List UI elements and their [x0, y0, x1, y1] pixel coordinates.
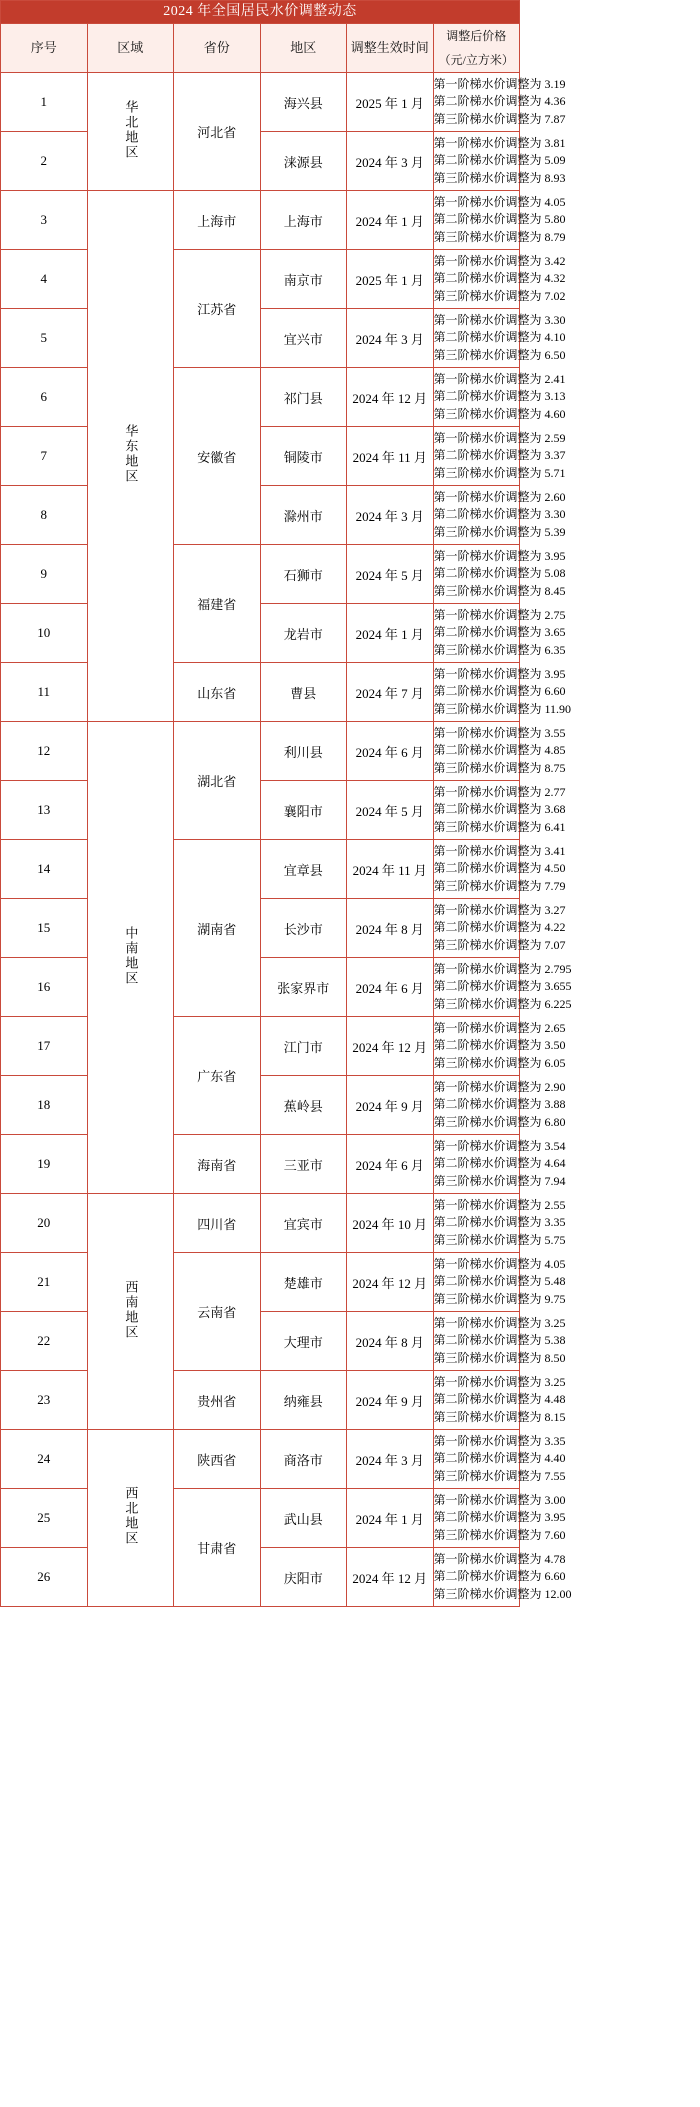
cell-date: 2024 年 10 月 [347, 1194, 434, 1253]
price-line: 第一阶梯水价调整为 3.41 [433, 843, 566, 858]
price-line: 第三阶梯水价调整为 8.75 [433, 760, 566, 775]
table-row [1, 1194, 520, 1253]
cell-date: 2024 年 7 月 [347, 663, 434, 722]
price-line: 第一阶梯水价调整为 3.19 [433, 76, 566, 91]
price-lines [433, 312, 566, 364]
price-line: 第二阶梯水价调整为 5.48 [433, 1274, 566, 1289]
price-line: 第一阶梯水价调整为 4.78 [433, 1551, 566, 1566]
cell-date: 2024 年 3 月 [347, 1430, 434, 1489]
table-row [1, 1371, 520, 1430]
price-line: 第三阶梯水价调整为 5.75 [433, 1232, 566, 1247]
price-line: 第二阶梯水价调整为 4.22 [433, 920, 566, 935]
cell-price [433, 1430, 566, 1489]
cell-price [433, 840, 566, 899]
cell-city: 江门市 [260, 1017, 347, 1076]
price-line: 第三阶梯水价调整为 7.55 [433, 1468, 566, 1483]
cell-seq: 25 [1, 1489, 88, 1548]
cell-date: 2024 年 6 月 [347, 958, 434, 1017]
cell-price [433, 191, 566, 250]
region-label: 华北地区 [123, 99, 139, 160]
table-row [1, 1312, 520, 1371]
table-row [1, 1430, 520, 1489]
cell-seq: 5 [1, 309, 88, 368]
price-line: 第一阶梯水价调整为 2.65 [433, 1020, 566, 1035]
price-line: 第二阶梯水价调整为 5.80 [433, 212, 566, 227]
cell-city: 武山县 [260, 1489, 347, 1548]
cell-price [433, 1076, 566, 1135]
cell-seq: 15 [1, 899, 88, 958]
cell-price [433, 309, 566, 368]
price-lines [433, 961, 572, 1013]
price-line: 第三阶梯水价调整为 6.80 [433, 1114, 566, 1129]
price-line: 第二阶梯水价调整为 4.10 [433, 330, 566, 345]
cell-city: 张家界市 [260, 958, 347, 1017]
table-row [1, 604, 520, 663]
price-line: 第三阶梯水价调整为 4.60 [433, 406, 566, 421]
price-lines [433, 1315, 566, 1367]
cell-price [433, 604, 566, 663]
price-lines [433, 725, 566, 777]
cell-price [433, 486, 566, 545]
cell-province: 山东省 [174, 663, 261, 722]
table-row [1, 722, 520, 781]
price-line: 第二阶梯水价调整为 6.60 [433, 1569, 566, 1584]
table-header-row [1, 24, 520, 73]
cell-province: 安徽省 [174, 368, 261, 545]
cell-price [433, 1017, 566, 1076]
table-row [1, 368, 520, 427]
cell-price [433, 427, 566, 486]
price-lines [433, 1433, 566, 1485]
price-line: 第二阶梯水价调整为 6.60 [433, 684, 566, 699]
table-row [1, 1017, 520, 1076]
price-line: 第一阶梯水价调整为 3.00 [433, 1492, 566, 1507]
price-line: 第三阶梯水价调整为 7.07 [433, 937, 566, 952]
price-line: 第二阶梯水价调整为 4.40 [433, 1451, 566, 1466]
cell-date: 2024 年 1 月 [347, 191, 434, 250]
cell-seq: 7 [1, 427, 88, 486]
cell-date: 2024 年 12 月 [347, 1017, 434, 1076]
cell-seq: 23 [1, 1371, 88, 1430]
table-row [1, 840, 520, 899]
price-line: 第一阶梯水价调整为 3.25 [433, 1315, 566, 1330]
cell-seq: 24 [1, 1430, 88, 1489]
price-line: 第二阶梯水价调整为 3.13 [433, 389, 566, 404]
cell-seq: 2 [1, 132, 88, 191]
cell-city: 三亚市 [260, 1135, 347, 1194]
cell-province: 贵州省 [174, 1371, 261, 1430]
price-line: 第二阶梯水价调整为 5.09 [433, 153, 566, 168]
price-line: 第一阶梯水价调整为 2.59 [433, 430, 566, 445]
price-lines [433, 489, 566, 541]
cell-price [433, 663, 572, 722]
cell-seq: 13 [1, 781, 88, 840]
cell-seq: 22 [1, 1312, 88, 1371]
cell-date: 2024 年 5 月 [347, 781, 434, 840]
cell-city: 石狮市 [260, 545, 347, 604]
price-line: 第二阶梯水价调整为 3.37 [433, 448, 566, 463]
price-lines [433, 607, 566, 659]
price-line: 第二阶梯水价调整为 4.32 [433, 271, 566, 286]
cell-seq: 1 [1, 73, 88, 132]
cell-city: 上海市 [260, 191, 347, 250]
cell-city: 宜章县 [260, 840, 347, 899]
cell-date: 2024 年 12 月 [347, 1548, 434, 1607]
cell-date: 2024 年 8 月 [347, 1312, 434, 1371]
cell-date: 2024 年 9 月 [347, 1371, 434, 1430]
cell-province: 江苏省 [174, 250, 261, 368]
column-header-region: 区域 [87, 24, 174, 73]
price-line: 第三阶梯水价调整为 9.75 [433, 1291, 566, 1306]
cell-city: 利川县 [260, 722, 347, 781]
cell-city: 襄阳市 [260, 781, 347, 840]
cell-province: 湖北省 [174, 722, 261, 840]
price-line: 第三阶梯水价调整为 6.41 [433, 819, 566, 834]
price-line: 第二阶梯水价调整为 3.95 [433, 1510, 566, 1525]
price-line: 第一阶梯水价调整为 3.30 [433, 312, 566, 327]
cell-date: 2024 年 1 月 [347, 1489, 434, 1548]
price-line: 第三阶梯水价调整为 8.15 [433, 1409, 566, 1424]
price-line: 第一阶梯水价调整为 3.95 [433, 666, 566, 681]
cell-date: 2024 年 3 月 [347, 486, 434, 545]
cell-city: 涞源县 [260, 132, 347, 191]
price-line: 第二阶梯水价调整为 3.30 [433, 507, 566, 522]
cell-price [433, 1194, 566, 1253]
cell-city: 楚雄市 [260, 1253, 347, 1312]
price-line: 第一阶梯水价调整为 2.55 [433, 1197, 566, 1212]
cell-price [433, 132, 566, 191]
price-line: 第一阶梯水价调整为 4.05 [433, 1256, 566, 1271]
price-line: 第一阶梯水价调整为 2.41 [433, 371, 566, 386]
cell-region [87, 1194, 174, 1430]
cell-city: 庆阳市 [260, 1548, 347, 1607]
cell-date: 2024 年 11 月 [347, 840, 434, 899]
cell-province: 陕西省 [174, 1430, 261, 1489]
cell-city: 祁门县 [260, 368, 347, 427]
region-label: 中南地区 [123, 925, 139, 986]
cell-seq: 10 [1, 604, 88, 663]
price-line: 第一阶梯水价调整为 2.60 [433, 489, 566, 504]
cell-seq: 20 [1, 1194, 88, 1253]
price-lines [433, 135, 566, 187]
table-row [1, 1076, 520, 1135]
table-row [1, 1489, 520, 1548]
column-header-price: 调整后价格（元/立方米） [433, 24, 520, 73]
table-row [1, 427, 520, 486]
cell-date: 2024 年 12 月 [347, 368, 434, 427]
price-line: 第三阶梯水价调整为 5.71 [433, 465, 566, 480]
price-line: 第二阶梯水价调整为 3.35 [433, 1215, 566, 1230]
price-line: 第三阶梯水价调整为 8.45 [433, 583, 566, 598]
price-line: 第三阶梯水价调整为 11.90 [433, 701, 572, 716]
price-line: 第三阶梯水价调整为 12.00 [433, 1586, 572, 1601]
price-line: 第一阶梯水价调整为 4.05 [433, 194, 566, 209]
table-row [1, 781, 520, 840]
column-header-province: 省份 [174, 24, 261, 73]
table-row [1, 1135, 520, 1194]
price-line: 第三阶梯水价调整为 7.94 [433, 1173, 566, 1188]
cell-date: 2024 年 6 月 [347, 722, 434, 781]
cell-province: 河北省 [174, 73, 261, 191]
cell-city: 铜陵市 [260, 427, 347, 486]
price-lines [433, 1079, 566, 1131]
table-row [1, 132, 520, 191]
table-row [1, 1253, 520, 1312]
cell-province: 福建省 [174, 545, 261, 663]
price-lines [433, 1020, 566, 1072]
table-row [1, 486, 520, 545]
cell-price [433, 1489, 566, 1548]
cell-price [433, 250, 566, 309]
price-line: 第三阶梯水价调整为 8.79 [433, 229, 566, 244]
price-lines [433, 1256, 566, 1308]
price-line: 第二阶梯水价调整为 4.85 [433, 743, 566, 758]
column-header-city: 地区 [260, 24, 347, 73]
cell-province: 云南省 [174, 1253, 261, 1371]
cell-date: 2025 年 1 月 [347, 250, 434, 309]
region-label: 西南地区 [123, 1279, 139, 1340]
price-lines [433, 76, 566, 128]
price-lines [433, 1374, 566, 1426]
price-line: 第三阶梯水价调整为 7.02 [433, 288, 566, 303]
price-line: 第三阶梯水价调整为 7.60 [433, 1527, 566, 1542]
region-label: 华东地区 [123, 424, 139, 484]
table-row [1, 73, 520, 132]
table-row [1, 899, 520, 958]
price-line: 第三阶梯水价调整为 8.50 [433, 1350, 566, 1365]
price-line: 第一阶梯水价调整为 3.42 [433, 253, 566, 268]
cell-region [87, 1430, 174, 1607]
price-lines [433, 430, 566, 482]
table-row [1, 958, 520, 1017]
price-line: 第三阶梯水价调整为 7.79 [433, 878, 566, 893]
price-lines [433, 371, 566, 423]
price-line: 第三阶梯水价调整为 6.225 [433, 996, 572, 1011]
cell-price [433, 781, 566, 840]
table-row [1, 309, 520, 368]
price-line: 第二阶梯水价调整为 3.68 [433, 802, 566, 817]
cell-province: 上海市 [174, 191, 261, 250]
cell-date: 2024 年 5 月 [347, 545, 434, 604]
cell-seq: 11 [1, 663, 88, 722]
cell-seq: 26 [1, 1548, 88, 1607]
price-lines [433, 1492, 566, 1544]
price-line: 第三阶梯水价调整为 5.39 [433, 524, 566, 539]
cell-price [433, 722, 566, 781]
price-line: 第一阶梯水价调整为 3.35 [433, 1433, 566, 1448]
cell-seq: 18 [1, 1076, 88, 1135]
cell-date: 2024 年 8 月 [347, 899, 434, 958]
cell-seq: 4 [1, 250, 88, 309]
price-line: 第二阶梯水价调整为 4.48 [433, 1392, 566, 1407]
cell-city: 海兴县 [260, 73, 347, 132]
table-title: 2024 年全国居民水价调整动态 [1, 1, 520, 24]
cell-city: 蕉岭县 [260, 1076, 347, 1135]
cell-province: 四川省 [174, 1194, 261, 1253]
cell-city: 宜兴市 [260, 309, 347, 368]
price-lines [433, 666, 572, 718]
price-line: 第三阶梯水价调整为 7.87 [433, 111, 566, 126]
price-line: 第二阶梯水价调整为 3.50 [433, 1038, 566, 1053]
cell-city: 宜宾市 [260, 1194, 347, 1253]
cell-city: 滁州市 [260, 486, 347, 545]
cell-city: 曹县 [260, 663, 347, 722]
cell-city: 纳雍县 [260, 1371, 347, 1430]
price-lines [433, 1551, 572, 1603]
cell-province: 湖南省 [174, 840, 261, 1017]
cell-region [87, 722, 174, 1194]
cell-seq: 9 [1, 545, 88, 604]
cell-region [87, 73, 174, 191]
cell-city: 南京市 [260, 250, 347, 309]
price-line: 第三阶梯水价调整为 6.50 [433, 347, 566, 362]
price-line: 第二阶梯水价调整为 4.64 [433, 1156, 566, 1171]
price-line: 第二阶梯水价调整为 4.50 [433, 861, 566, 876]
price-line: 第一阶梯水价调整为 2.90 [433, 1079, 566, 1094]
table-row [1, 663, 520, 722]
cell-region [87, 191, 174, 722]
price-lines [433, 548, 566, 600]
cell-seq: 19 [1, 1135, 88, 1194]
price-line: 第二阶梯水价调整为 5.38 [433, 1333, 566, 1348]
price-lines [433, 253, 566, 305]
cell-date: 2024 年 11 月 [347, 427, 434, 486]
cell-price [433, 958, 572, 1017]
cell-price [433, 1135, 566, 1194]
price-line: 第二阶梯水价调整为 5.08 [433, 566, 566, 581]
cell-date: 2025 年 1 月 [347, 73, 434, 132]
table-row [1, 250, 520, 309]
cell-province: 甘肃省 [174, 1489, 261, 1607]
cell-date: 2024 年 1 月 [347, 604, 434, 663]
cell-city: 长沙市 [260, 899, 347, 958]
cell-price [433, 73, 566, 132]
cell-date: 2024 年 6 月 [347, 1135, 434, 1194]
price-lines [433, 1197, 566, 1249]
price-line: 第一阶梯水价调整为 3.81 [433, 135, 566, 150]
cell-seq: 14 [1, 840, 88, 899]
cell-price [433, 1253, 566, 1312]
column-header-date: 调整生效时间 [347, 24, 434, 73]
cell-price [433, 1312, 566, 1371]
cell-city: 大理市 [260, 1312, 347, 1371]
table-row [1, 191, 520, 250]
cell-seq: 21 [1, 1253, 88, 1312]
price-line: 第一阶梯水价调整为 3.95 [433, 548, 566, 563]
cell-city: 龙岩市 [260, 604, 347, 663]
cell-seq: 8 [1, 486, 88, 545]
price-line: 第二阶梯水价调整为 3.88 [433, 1097, 566, 1112]
price-line: 第一阶梯水价调整为 2.75 [433, 607, 566, 622]
cell-date: 2024 年 3 月 [347, 309, 434, 368]
price-line: 第二阶梯水价调整为 3.655 [433, 979, 572, 994]
price-line: 第一阶梯水价调整为 3.55 [433, 725, 566, 740]
cell-price [433, 1548, 572, 1607]
price-line: 第二阶梯水价调整为 3.65 [433, 625, 566, 640]
cell-seq: 12 [1, 722, 88, 781]
cell-date: 2024 年 9 月 [347, 1076, 434, 1135]
price-lines [433, 784, 566, 836]
price-line: 第一阶梯水价调整为 3.54 [433, 1138, 566, 1153]
cell-price [433, 899, 566, 958]
price-line: 第一阶梯水价调整为 2.795 [433, 961, 572, 976]
table-row [1, 1548, 520, 1607]
column-header-seq: 序号 [1, 24, 88, 73]
price-line: 第一阶梯水价调整为 3.27 [433, 902, 566, 917]
cell-province: 广东省 [174, 1017, 261, 1135]
price-lines [433, 1138, 566, 1190]
cell-price [433, 1371, 566, 1430]
cell-date: 2024 年 12 月 [347, 1253, 434, 1312]
cell-date: 2024 年 3 月 [347, 132, 434, 191]
price-line: 第三阶梯水价调整为 6.35 [433, 642, 566, 657]
price-lines [433, 194, 566, 246]
price-line: 第一阶梯水价调整为 2.77 [433, 784, 566, 799]
cell-seq: 16 [1, 958, 88, 1017]
price-lines [433, 902, 566, 954]
cell-city: 商洛市 [260, 1430, 347, 1489]
table-row [1, 545, 520, 604]
price-line: 第三阶梯水价调整为 8.93 [433, 170, 566, 185]
cell-price [433, 545, 566, 604]
cell-seq: 3 [1, 191, 88, 250]
price-line: 第一阶梯水价调整为 3.25 [433, 1374, 566, 1389]
cell-seq: 17 [1, 1017, 88, 1076]
price-line: 第三阶梯水价调整为 6.05 [433, 1055, 566, 1070]
table-title-row [1, 1, 520, 24]
cell-seq: 6 [1, 368, 88, 427]
cell-province: 海南省 [174, 1135, 261, 1194]
price-line: 第二阶梯水价调整为 4.36 [433, 94, 566, 109]
cell-price [433, 368, 566, 427]
region-label: 西北地区 [123, 1486, 139, 1546]
table-body [1, 1, 572, 1607]
price-lines [433, 843, 566, 895]
